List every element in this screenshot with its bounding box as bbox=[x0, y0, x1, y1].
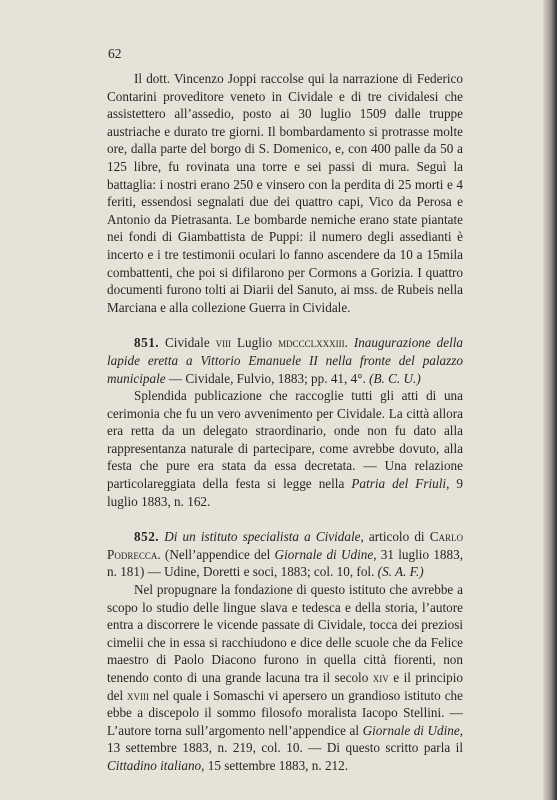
library-reference: (S. A. F.) bbox=[377, 564, 424, 580]
author-name: Carlo Podrecca bbox=[107, 529, 463, 562]
entry-text: Luglio bbox=[231, 335, 279, 351]
entry-title: Di un istituto specialista a Cividale bbox=[164, 529, 361, 545]
description-text: e il principio del bbox=[107, 670, 463, 703]
description-text: , 13 settembre 1883, n. 219, col. 10. — Di questo scritto parla il bbox=[107, 722, 463, 756]
roman-year: mdccclxxxiii bbox=[278, 335, 345, 351]
entry-text: — Cividale, Fulvio, 1883; pp. 41, 4°. bbox=[165, 370, 370, 386]
description-text: Splendida publicazione che raccoglie tutti gli atti di una cerimonia che fu un vero avvenimento per Cividale. La città allora era retta da un delegato straordinario, onde non fu dato alla rappresentanza naturale di partecipare, come avrebbe dovuto, alla festa che pure era stata da essa decretata. — Una relazione particolareggiata della festa si legge nella bbox=[107, 388, 463, 492]
description-text: Nel propugnare la fondazione di questo istituto che avrebbe a scopo lo studio delle lingue slava e tedesca e della storia, l’autore entra a discorrere le vicende passate di Cividale, tocca dei preziosi cimelii che in essa si racchiudono e dice delle scuole che da Felice maestro di Paolo Diacono furono in quella città fiorenti, non tenendo conto di una grande lacuna tra il secolo bbox=[107, 582, 463, 685]
entry-number: 851. bbox=[134, 335, 160, 351]
roman-century: xviii bbox=[127, 687, 150, 703]
description-text: , 15 settembre 1883, n. 212. bbox=[201, 757, 349, 773]
description-text: nel quale i Somaschi vi apersero un grandioso istituto che ebbe a discepolo il sommo filosofo moralista Iacopo Stellini. — L’autore torna sull’argomento nell’appendice al bbox=[107, 687, 463, 738]
entry-852-head bbox=[107, 528, 463, 581]
journal-title: Giornale di Udine bbox=[362, 722, 460, 738]
page-text bbox=[107, 70, 463, 775]
entry-text: , 31 luglio 1883, n. 181) — Udine, Doretti e soci, 1883; col. 10, fol. bbox=[107, 546, 463, 580]
entry-851-head bbox=[107, 334, 463, 387]
intro-paragraph bbox=[107, 70, 463, 316]
roman-century: xiv bbox=[372, 670, 389, 685]
intro-text: Il dott. Vincenzo Joppi raccolse qui la narrazione di Federico Contarini proveditore veneto in Cividale e di tre cividalesi che assistettero all’assedio, posto ai 30 luglio 1509 dalle truppe austriache e durato tre giorni. Il bombardamento si protrasse molte ore, dalla parte del borgo di S. Domenico, e, con 400 palle da 50 a 125 libre, fu rovinata una torre e sei passi di mura. Seguì la battaglia: i nostri erano 250 e vinsero con la perdita di 25 morti e 4 feriti, essendosi segnalati due dei quattro capi, Vico da Perosa e Antonio da Pietrasanta. Le bombarde nemiche erano state piantate nei fondi di Giambattista de Puppi: il numero degli assedianti è incerto e i tre testimonii oculari lo fanno ascendere da 10 a 15mila combattenti, che poi si difilarono per Cormons a Gorizia. I quattro documenti furono tolti ai Diarii del Sanuto, ai mss. de Rubeis nella Marciana e alla collezione Guerra in Cividale. bbox=[107, 71, 463, 315]
journal-title: Cittadino italiano bbox=[107, 757, 202, 773]
entry-text: . (Nell’appendice del bbox=[157, 546, 275, 562]
entry-title: Inaugurazione della lapide eretta a Vittorio Emanuele II nella fronte del palazzo municipale bbox=[107, 335, 464, 386]
entry-text: , articolo di bbox=[360, 529, 430, 545]
entry-text: . bbox=[344, 335, 354, 351]
roman-day: viii bbox=[215, 335, 232, 351]
page-number: 62 bbox=[108, 46, 122, 61]
entry-text: Cividale bbox=[159, 335, 216, 351]
entry-number: 852. bbox=[134, 529, 160, 545]
journal-title: Patria del Friuli bbox=[351, 476, 447, 492]
entry-852-description bbox=[107, 581, 463, 775]
entry-851-description bbox=[107, 387, 463, 510]
entry-851 bbox=[107, 334, 463, 510]
library-reference: (B. C. U.) bbox=[369, 370, 421, 386]
journal-title: Giornale di Udine bbox=[274, 546, 374, 562]
book-spine-shadow bbox=[543, 0, 557, 800]
entry-852 bbox=[107, 528, 463, 774]
description-text: , 9 luglio 1883, n. 162. bbox=[107, 476, 463, 509]
